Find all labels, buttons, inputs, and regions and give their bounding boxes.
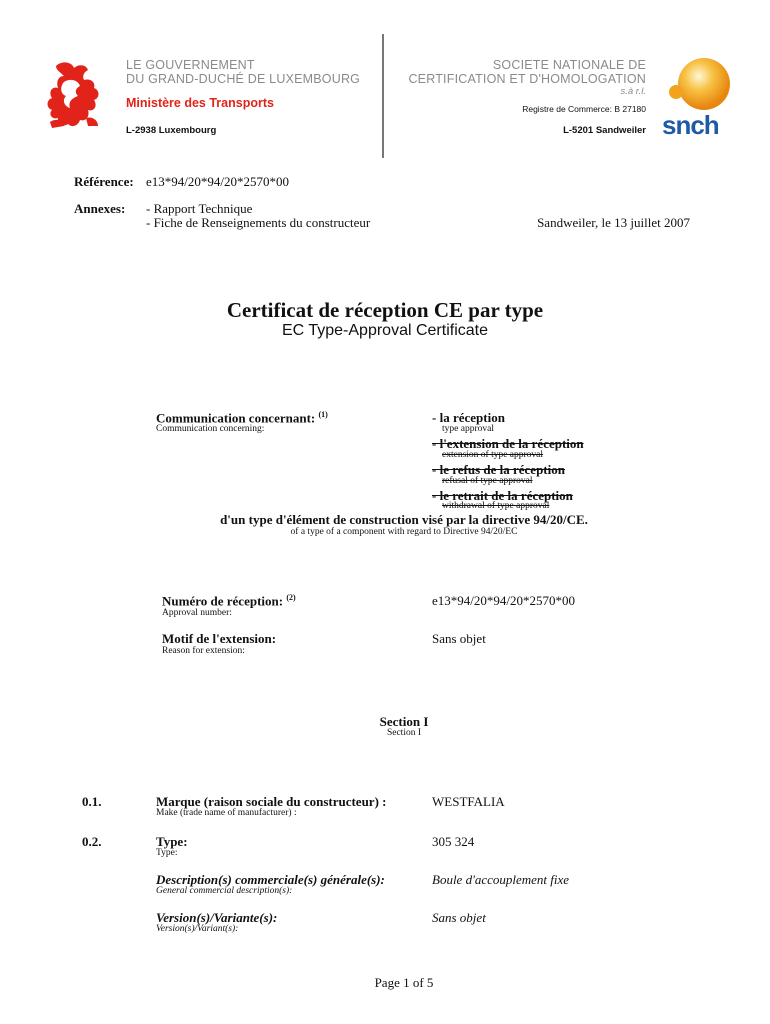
snch-address: L-5201 Sandweiler	[563, 125, 646, 136]
option-retrait: - le retrait de la réception	[432, 488, 573, 503]
ministry-address: L-2938 Luxembourg	[126, 125, 217, 136]
communication-label: Communication concernant: $^{(1)}$	[156, 410, 328, 426]
item-label-en: General commercial description(s):	[156, 886, 293, 896]
approval-number-label: Numéro de réception: $^{(2)}$	[162, 593, 296, 609]
government-line2: DU GRAND-DUCHÉ DE LUXEMBOURG	[126, 72, 361, 86]
component-en: of a type of a component with regard to Directive 94/20/EC	[290, 527, 518, 537]
option-extension-en: extension of type approval	[442, 450, 544, 460]
item-label: Description(s) commerciale(s) générale(s):	[156, 872, 385, 887]
item-value: Sans objet	[432, 910, 486, 925]
option-reception: - la réception	[432, 410, 505, 425]
component-fr: d'un type d'élément de construction visé par la directive 94/20/CE.	[220, 512, 588, 527]
item-label-en: Make (trade name of manufacturer) :	[156, 808, 297, 818]
snch-logo-text: snch	[662, 110, 719, 140]
annex-item-1: - Rapport Technique	[146, 201, 253, 216]
snch-line2: CERTIFICATION ET D'HOMOLOGATION	[408, 72, 646, 86]
ministry-name: Ministère des Transports	[126, 96, 274, 110]
government-line1: LE GOUVERNEMENT	[126, 58, 255, 72]
section-title-en: Section I	[386, 728, 422, 738]
title-en: EC Type-Approval Certificate	[281, 322, 488, 339]
snch-sarl: s.à r.l.	[620, 86, 646, 97]
page-number: Page 1 of 5	[374, 975, 434, 990]
item-label: Type:	[156, 834, 188, 849]
approval-number-label-en: Approval number:	[162, 608, 232, 618]
option-refus-en: refusal of type approval	[442, 476, 533, 486]
extension-reason-label: Motif de l'extension:	[162, 631, 277, 646]
option-extension: - l'extension de la réception	[432, 436, 584, 451]
header-divider	[382, 34, 384, 158]
item-label: Marque (raison sociale du constructeur) :	[156, 794, 387, 809]
item-number: 0.2.	[82, 834, 102, 849]
reference-value: e13*94/20*94/20*2570*00	[146, 174, 289, 189]
place-date: Sandweiler, le 13 juillet 2007	[537, 215, 690, 230]
title-fr: Certificat de réception CE par type	[226, 298, 544, 322]
snch-line1: SOCIETE NATIONALE DE	[492, 58, 646, 72]
option-reception-en: type approval	[442, 424, 494, 434]
annex-item-2: - Fiche de Renseignements du constructeur	[146, 215, 371, 230]
option-refus: - le refus de la réception	[432, 462, 565, 477]
item-label-en: Type:	[156, 848, 178, 858]
communication-label-en: Communication concerning:	[156, 424, 265, 434]
approval-number-value: e13*94/20*94/20*2570*00	[432, 593, 575, 608]
item-value: WESTFALIA	[432, 794, 505, 809]
snch-logo	[660, 52, 740, 142]
option-retrait-en: withdrawal of type approval	[442, 501, 550, 511]
item-label-en: Version(s)/Variant(s):	[156, 924, 239, 934]
registre-commerce: Registre de Commerce: B 27180	[522, 104, 646, 114]
coat-of-arms-icon	[42, 58, 108, 132]
extension-reason-value: Sans objet	[432, 631, 486, 646]
item-label: Version(s)/Variante(s):	[156, 910, 278, 925]
extension-reason-label-en: Reason for extension:	[162, 646, 245, 656]
item-value: 305 324	[432, 834, 475, 849]
reference-label: Référence:	[74, 174, 134, 189]
section-title: Section I	[379, 714, 429, 729]
item-value: Boule d'accouplement fixe	[432, 872, 570, 887]
item-number: 0.1.	[82, 794, 102, 809]
annexes-label: Annexes:	[74, 201, 126, 216]
